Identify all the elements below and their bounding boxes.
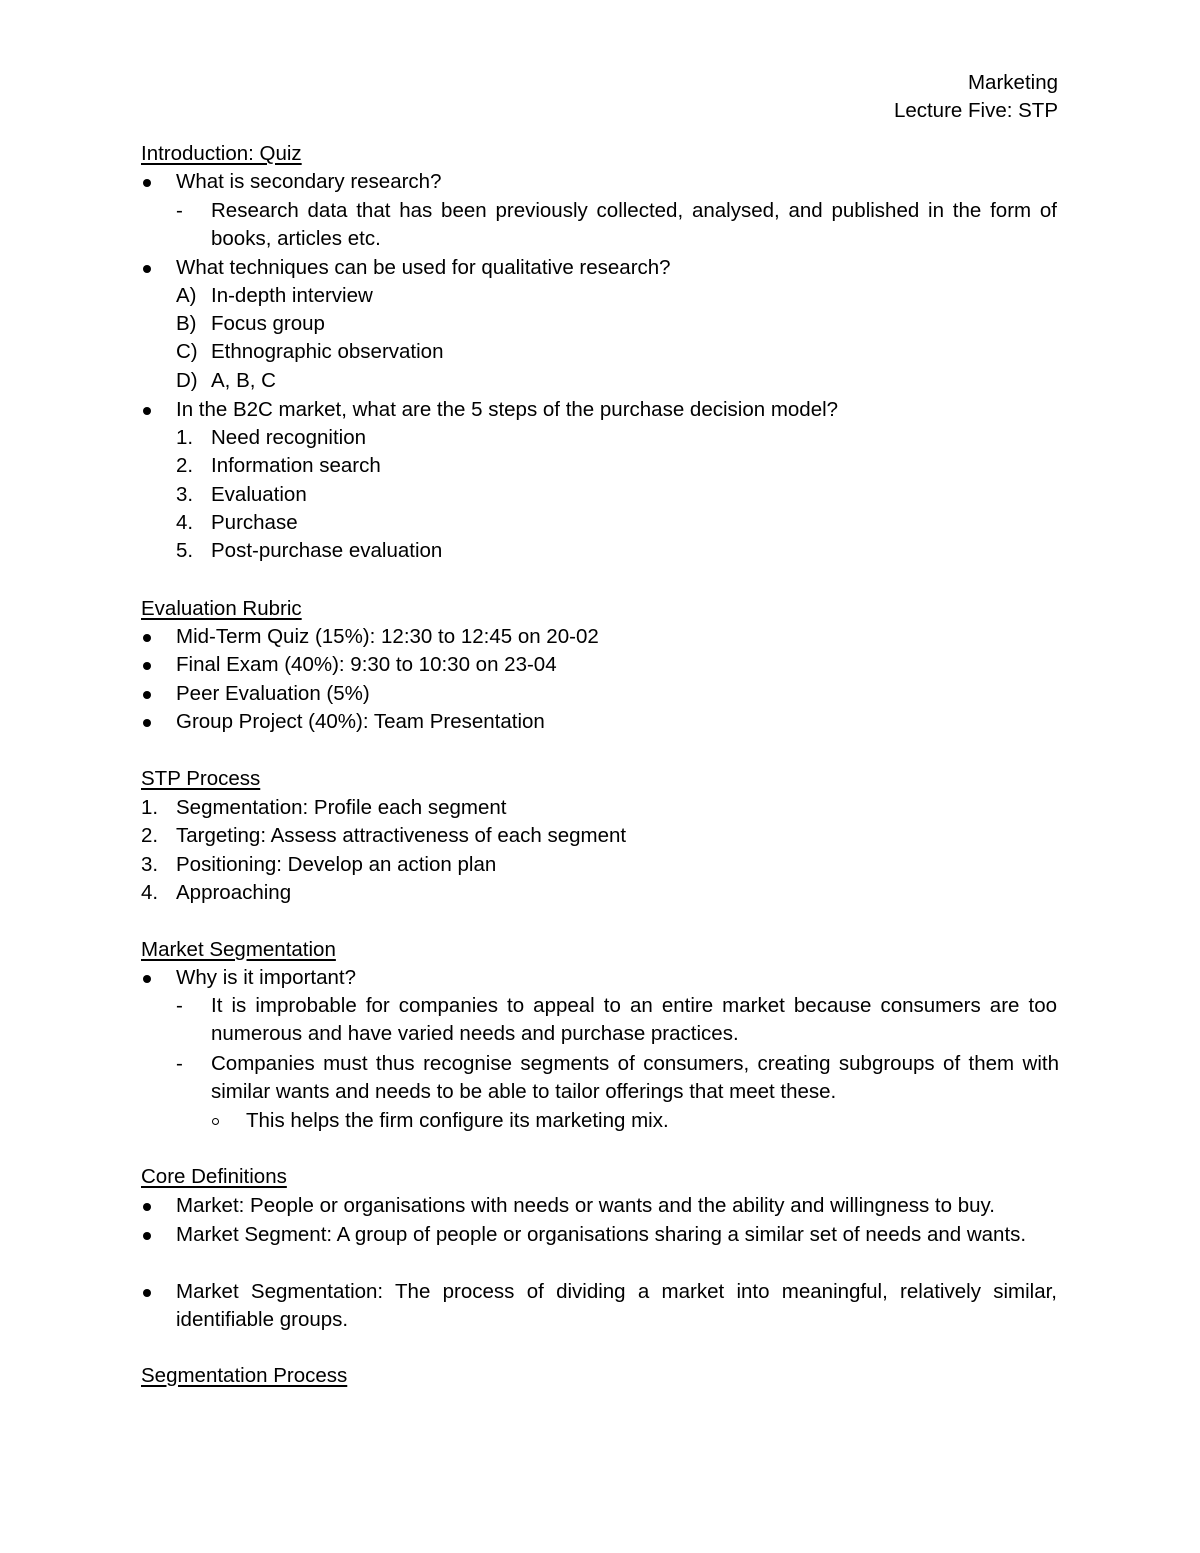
bullet-icon xyxy=(143,179,151,187)
bullet-icon xyxy=(143,662,151,670)
option-marker: B) xyxy=(176,312,197,335)
stp-item: Targeting: Assess attractiveness of each segment xyxy=(176,824,627,847)
section-heading-stp: STP Process xyxy=(141,767,261,790)
bullet-icon xyxy=(143,975,151,983)
quiz-question-2: What techniques can be used for qualitative research? xyxy=(176,256,671,279)
rubric-item: Mid-Term Quiz (15%): 12:30 to 12:45 on 20-02 xyxy=(176,625,599,648)
rubric-item: Final Exam (40%): 9:30 to 10:30 on 23-04 xyxy=(176,653,557,676)
section-heading-segmentation: Market Segmentation xyxy=(141,938,336,961)
dash-marker: - xyxy=(176,994,183,1017)
rubric-item: Group Project (40%): Team Presentation xyxy=(176,710,545,733)
bullet-icon xyxy=(143,1289,151,1297)
stp-marker: 3. xyxy=(141,853,159,876)
dash-marker: - xyxy=(176,199,183,222)
step-marker: 4. xyxy=(176,511,194,534)
bullet-icon xyxy=(143,407,151,415)
step-text: Post-purchase evaluation xyxy=(211,539,443,562)
stp-item: Approaching xyxy=(176,881,292,904)
circle-bullet-icon xyxy=(212,1118,219,1125)
step-marker: 3. xyxy=(176,483,194,506)
option-text: In-depth interview xyxy=(211,284,373,307)
step-marker: 1. xyxy=(176,426,194,449)
step-marker: 2. xyxy=(176,454,194,477)
segmentation-question: Why is it important? xyxy=(176,966,356,989)
course-title: Marketing xyxy=(967,71,1058,94)
stp-marker: 1. xyxy=(141,796,159,819)
stp-marker: 4. xyxy=(141,881,159,904)
step-marker: 5. xyxy=(176,539,194,562)
definition-item: Market Segment: A group of people or organisations sharing a similar set of needs and wants. xyxy=(176,1223,1027,1246)
step-text: Information search xyxy=(211,454,381,477)
section-heading-process: Segmentation Process xyxy=(141,1364,348,1387)
step-text: Purchase xyxy=(211,511,298,534)
bullet-icon xyxy=(143,719,151,727)
stp-item: Segmentation: Profile each segment xyxy=(176,796,507,819)
bullet-icon xyxy=(143,1232,151,1240)
segmentation-point: Companies must thus recognise segments of consumers, creating subgroups of them with similar wants and needs to be able to tailor offerings that meet these. xyxy=(211,1052,1059,1104)
bullet-icon xyxy=(143,634,151,642)
option-text: A, B, C xyxy=(211,369,276,392)
option-marker: C) xyxy=(176,340,198,363)
quiz-answer-1: Research data that has been previously collected, analysed, and published in the form of books, articles etc. xyxy=(211,199,1057,251)
section-heading-intro: Introduction: Quiz xyxy=(141,142,302,165)
option-text: Ethnographic observation xyxy=(211,340,444,363)
stp-marker: 2. xyxy=(141,824,159,847)
option-marker: D) xyxy=(176,369,198,392)
stp-item: Positioning: Develop an action plan xyxy=(176,853,497,876)
bullet-icon xyxy=(143,1203,151,1211)
option-text: Focus group xyxy=(211,312,325,335)
quiz-question-3: In the B2C market, what are the 5 steps of the purchase decision model? xyxy=(176,398,839,421)
step-text: Evaluation xyxy=(211,483,307,506)
option-marker: A) xyxy=(176,284,197,307)
lecture-title: Lecture Five: STP xyxy=(893,99,1058,122)
dash-marker: - xyxy=(176,1052,183,1075)
section-heading-definitions: Core Definitions xyxy=(141,1165,287,1188)
bullet-icon xyxy=(143,265,151,273)
step-text: Need recognition xyxy=(211,426,366,449)
section-heading-rubric: Evaluation Rubric xyxy=(141,597,302,620)
definition-item: Market Segmentation: The process of dividing a market into meaningful, relatively similar, identifiable groups. xyxy=(176,1280,1057,1332)
rubric-item: Peer Evaluation (5%) xyxy=(176,682,370,705)
segmentation-sub-point: This helps the firm configure its marketing mix. xyxy=(246,1109,669,1132)
bullet-icon xyxy=(143,691,151,699)
quiz-question-1: What is secondary research? xyxy=(176,170,442,193)
definition-item: Market: People or organisations with needs or wants and the ability and willingness to buy. xyxy=(176,1194,995,1217)
segmentation-point: It is improbable for companies to appeal to an entire market because consumers are too numerous and have varied needs and purchase practices. xyxy=(211,994,1057,1046)
